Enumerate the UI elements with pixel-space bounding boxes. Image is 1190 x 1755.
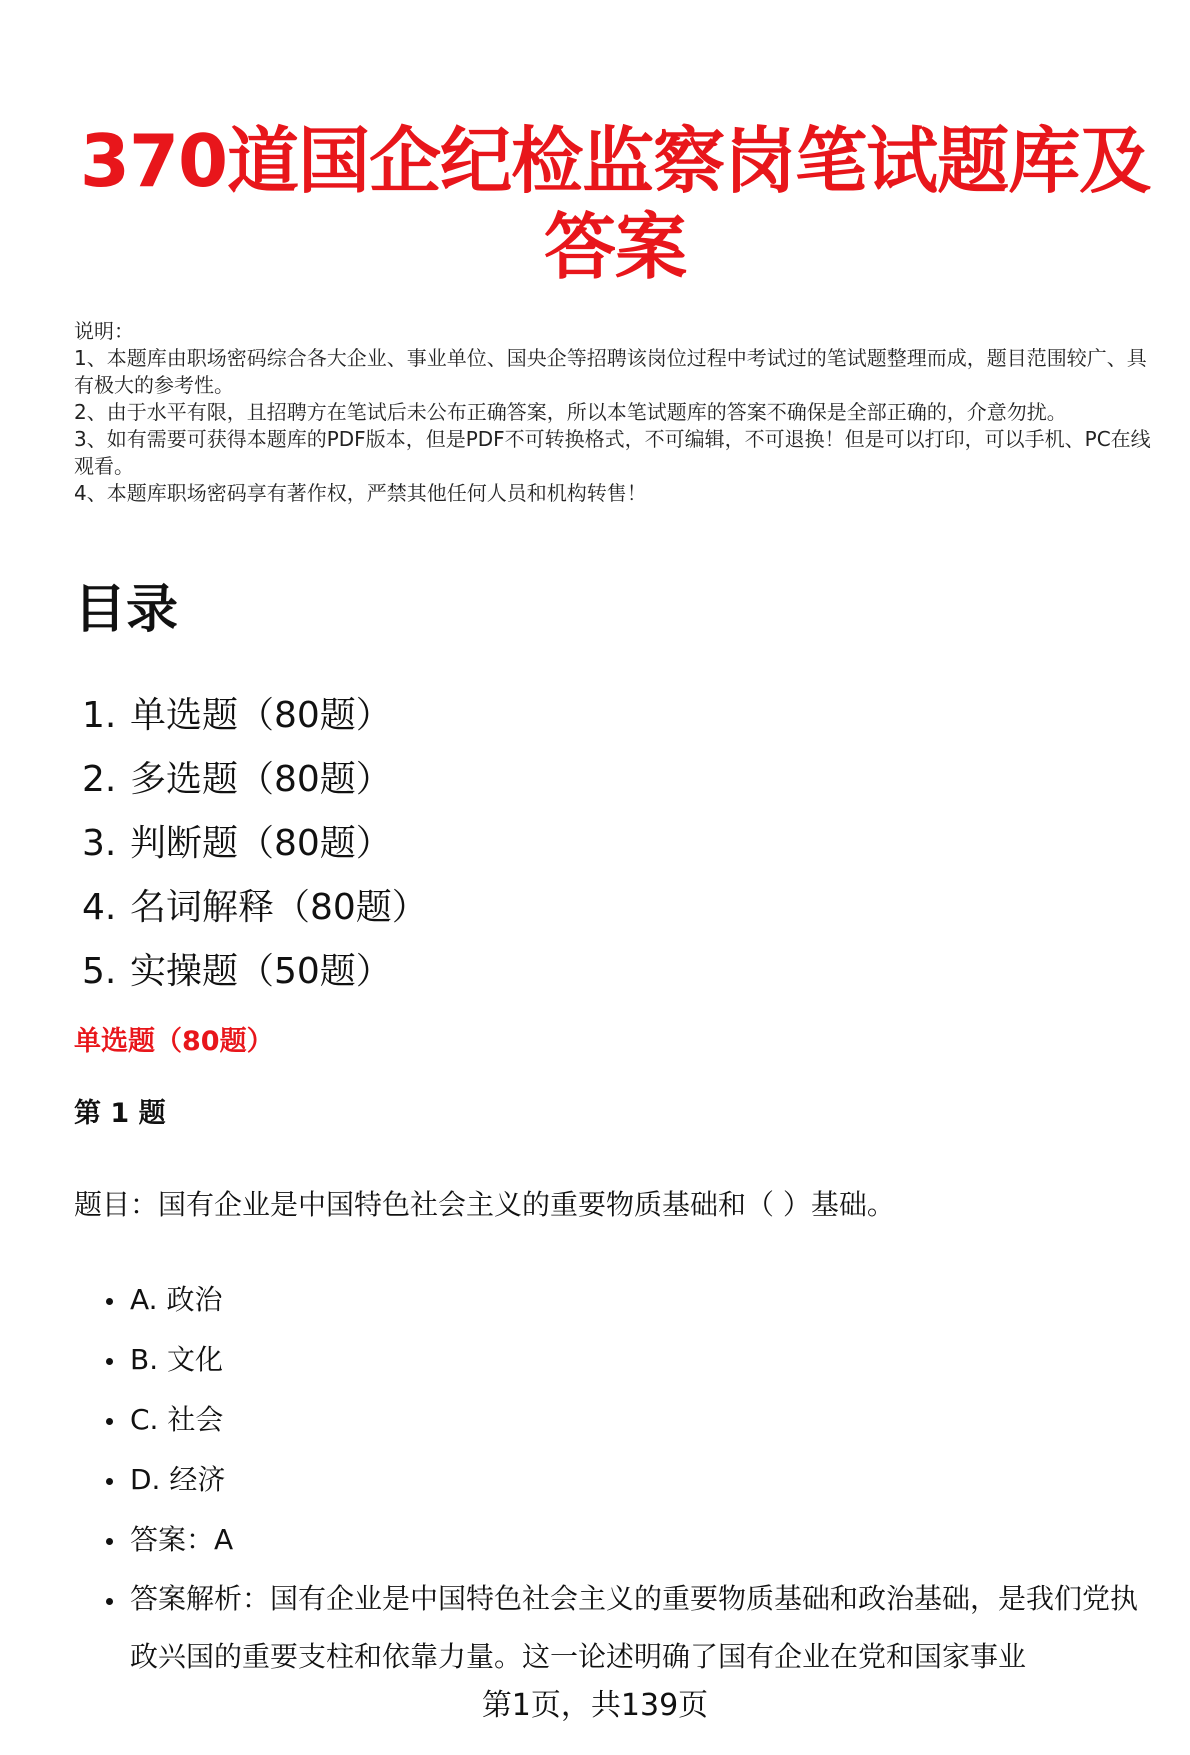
bullet-icon [106, 1478, 113, 1485]
bullet-icon [106, 1298, 113, 1305]
toc-item-number: 5. [82, 951, 117, 992]
document-title: 370道国企纪检监察岗笔试题库及答案 [79, 119, 1151, 289]
option-label: B. 文化 [130, 1343, 224, 1376]
toc-item-label: 实操题（50题） [130, 951, 392, 992]
option-b [100, 1330, 1160, 1390]
toc-item[interactable] [82, 812, 428, 876]
option-d [100, 1450, 1160, 1510]
toc-item-label: 单选题（80题） [130, 695, 392, 736]
instruction-item-1: 1、本题库由职场密码综合各大企业、事业单位、国央企等招聘该岗位过程中考试过的笔试题整理而成，题目范围较广、具有极大的参考性。 [74, 346, 1147, 397]
toc-item-number: 3. [82, 823, 117, 864]
bullet-icon [106, 1358, 113, 1365]
table-of-contents [82, 684, 428, 1004]
section-title: 单选题（80题） [74, 1026, 274, 1057]
instructions-heading: 说明： [74, 319, 134, 343]
option-label: A. 政治 [130, 1283, 223, 1316]
instruction-item-3: 3、如有需要可获得本题库的PDF版本，但是PDF不可转换格式，不可编辑，不可退换！但是可以打印，可以手机、PC在线观看。 [74, 427, 1151, 478]
option-c [100, 1390, 1160, 1450]
toc-item-number: 1. [82, 695, 117, 736]
option-label: C. 社会 [130, 1403, 224, 1436]
option-label: D. 经济 [130, 1463, 226, 1496]
toc-item-number: 4. [82, 887, 117, 928]
answer-text: 答案：A [130, 1523, 234, 1556]
page-footer: 第1页，共139页 [481, 1688, 709, 1723]
instructions [74, 318, 1164, 507]
toc-item-number: 2. [82, 759, 117, 800]
instruction-item-2: 2、由于水平有限，且招聘方在笔试后未公布正确答案，所以本笔试题库的答案不确保是全部正确的，介意勿扰。 [74, 400, 1067, 424]
answer [100, 1510, 1160, 1570]
bullet-icon [106, 1538, 113, 1545]
toc-item[interactable] [82, 940, 428, 1004]
toc-item-label: 判断题（80题） [130, 823, 392, 864]
toc-item-label: 多选题（80题） [130, 759, 392, 800]
answer-explanation [100, 1570, 1160, 1686]
option-a [100, 1270, 1160, 1330]
explanation-text: 答案解析：国有企业是中国特色社会主义的重要物质基础和政治基础，是我们党执政兴国的重要支柱和依靠力量。这一论述明确了国有企业在党和国家事业 [130, 1582, 1139, 1673]
bullet-icon [106, 1598, 113, 1605]
bullet-icon [106, 1418, 113, 1425]
toc-item-label: 名词解释（80题） [130, 887, 428, 928]
instruction-item-4: 4、本题库职场密码享有著作权，严禁其他任何人员和机构转售！ [74, 481, 647, 505]
question-text: 题目：国有企业是中国特色社会主义的重要物质基础和（ ）基础。 [74, 1188, 895, 1221]
toc-heading: 目录 [74, 580, 179, 640]
toc-item[interactable] [82, 684, 428, 748]
question-number: 第 1 题 [74, 1098, 166, 1129]
toc-item[interactable] [82, 748, 428, 812]
question-options [100, 1270, 1160, 1686]
toc-item[interactable] [82, 876, 428, 940]
